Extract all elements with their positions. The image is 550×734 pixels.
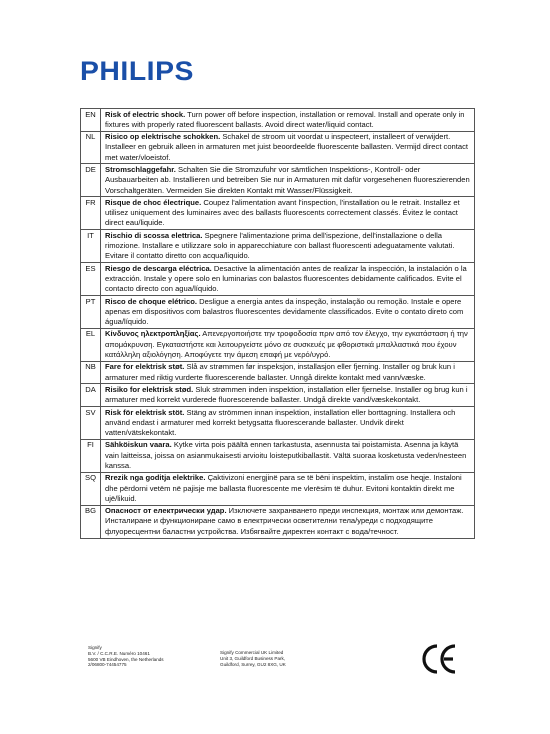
warning-body: Schalten Sie die Stromzufuhr vor sämtlichen Inspektions-, Kontroll- oder Ausbauarbeiten ab. Installieren und betreiben Sie nur in Armaturen mit dafür vorgesehenen fluoreszierenden Vorschaltgeräten. Vermeiden Sie direkten Kontakt mit Wasser/Flüssigkeit. xyxy=(105,164,470,195)
warning-row-nb xyxy=(81,361,475,384)
warning-title: Risk of electric shock. xyxy=(105,109,186,119)
warning-body: Coupez l'alimentation avant l'inspection, l'installation ou le retrait. Installez et utilisez uniquement des luminaires avec des ballasts fluorescents correctement classés. Évitez le contact direct eau/liquide. xyxy=(105,197,460,228)
warning-title: Rischio di scossa elettrica. xyxy=(105,230,203,240)
language-code: DE xyxy=(81,164,101,197)
warning-title: Κίνδυνος ηλεκτροπληξίας. xyxy=(105,329,201,339)
warning-title: Опасност от електрически удар. xyxy=(105,506,227,516)
warning-text xyxy=(101,384,475,407)
philips-logo: PHILIPS xyxy=(80,56,194,86)
language-code: FR xyxy=(81,197,101,230)
warning-title: Stromschlaggefahr. xyxy=(105,164,176,174)
warning-body: Turn power off before inspection, installation or removal. Install and operate only in fixtures with properly rated fluorescent ballasts. Avoid direct water/liquid contact. xyxy=(105,109,465,129)
warning-text xyxy=(101,164,475,197)
language-code: SV xyxy=(81,407,101,440)
warning-row-fr xyxy=(81,197,475,230)
warning-row-de xyxy=(81,164,475,197)
warning-text xyxy=(101,197,475,230)
warning-body: Stäng av strömmen innan inspektion, installation eller borttagning. Installera och använd endast i armaturer med korrekt betygsatta fluorescerande ballaster. Undvik direkt vatten/vätskekontakt. xyxy=(105,407,456,438)
warning-body: Desactive la alimentación antes de realizar la inspección, la instalación o la extracción. Instale y opere solo en luminarias con balastos fluorescentes debidamente calificados. Evite el contacto directo con agua/líquido. xyxy=(105,263,467,294)
warning-text xyxy=(101,439,475,472)
warning-row-fi xyxy=(81,439,475,472)
language-code: DA xyxy=(81,384,101,407)
language-code: EN xyxy=(81,109,101,132)
language-code: BG xyxy=(81,505,101,538)
warning-row-nl xyxy=(81,131,475,164)
warning-row-es xyxy=(81,263,475,296)
footer-line: Signify Commercial UK Limited xyxy=(220,650,284,655)
warning-text xyxy=(101,361,475,384)
language-code: IT xyxy=(81,230,101,263)
warning-body: Çaktivizoni energjinë para se të bëni inspektim, instalim ose heqje. Instaloni dhe përdorni vetëm në pajisje me ballasta fluorescente me vlerësim të duhur. Evitoni kontaktin direkt me ujë/likuid. xyxy=(105,473,462,503)
warning-body: Απενεργοποιήστε την τροφοδοσία πριν από τον έλεγχο, την εγκατάσταση ή την απομάκρυνση. Εγκαταστήστε και λειτουργείστε μόνο σε συσκευές με φθοριστικά μπαλλαστικά που έχουν κατάλληλη αξιολόγηση. Αποφύγετε την άμεση επαφή με νερό/υγρό. xyxy=(105,329,468,360)
warning-row-da xyxy=(81,384,475,407)
language-code: SQ xyxy=(81,472,101,505)
footer-address-right xyxy=(220,650,286,667)
language-code: NB xyxy=(81,361,101,384)
warning-title: Rrezik nga goditja elektrike. xyxy=(105,473,206,483)
warning-body: Изключете захранването преди инспекция, монтаж или демонтаж. Инсталиране и функциониране само в електрически осветителни тела/уреди с подходящите флуоресцентни баластни устройства. Избягвайте директен контакт с вода/течност. xyxy=(105,506,464,536)
warning-body: Schakel de stroom uit voordat u inspecteert, installeert of verwijdert. Installeer en gebruik alleen in armaturen met juist beoordeelde fluorescente ballasten. Vermijd direct contact met water/vloeistof. xyxy=(105,132,469,162)
warning-title: Sähköiskun vaara. xyxy=(105,440,172,450)
warning-text xyxy=(101,328,475,361)
footer-line: Guildford, Surrey, GU2 8XG, UK xyxy=(220,661,286,667)
warning-body: Spegnere l'alimentazione prima dell'ispezione, dell'installazione o della rimozione. Installare e utilizzare solo in apparecchiature con ballast fluorescenti adeguatamente valutati. Evitare il contatto diretto con acqua/liquido. xyxy=(105,230,455,261)
language-code: ES xyxy=(81,263,101,296)
warning-title: Risico op elektrische schokken. xyxy=(105,132,221,142)
footer-line: 2/06800-74454775 xyxy=(88,662,127,668)
warning-row-pt xyxy=(81,296,475,329)
footer-address-left xyxy=(88,645,164,668)
footer-line: B.V. / C.C.R.E. Numéro 10461 xyxy=(88,650,150,656)
warning-text xyxy=(101,230,475,263)
warning-body: Sluk strømmen inden inspektion, installation eller fjernelse. Installer og brug kun i armaturer med korrekt vurderede fluorescerende ballaster. Undgå direkte vand/væskekontakt. xyxy=(105,384,468,405)
warning-text xyxy=(101,109,475,132)
language-code: NL xyxy=(81,131,101,164)
ce-mark-icon xyxy=(420,640,458,678)
language-code: EL xyxy=(81,328,101,361)
language-code: PT xyxy=(81,296,101,329)
warning-row-el xyxy=(81,328,475,361)
warning-text xyxy=(101,263,475,296)
footer-line: Unit 3, Guildford Business Park, xyxy=(220,655,286,661)
warning-text xyxy=(101,131,475,164)
warning-text xyxy=(101,407,475,440)
language-code: FI xyxy=(81,439,101,472)
warning-row-en xyxy=(81,109,475,132)
warning-title: Riesgo de descarga eléctrica. xyxy=(105,263,212,273)
warning-title: Risco de choque elétrico. xyxy=(105,296,197,306)
warning-body: Desligue a energia antes da inspeção, instalação ou remoção. Instale e opere apenas em dispositivos com balastros fluorescentes devidamente classificados. Evite o contato direto com água/líquido. xyxy=(105,296,464,327)
footer-line: Signify xyxy=(88,645,102,650)
safety-warning-table xyxy=(80,108,475,539)
warning-row-sq xyxy=(81,472,475,505)
warning-text xyxy=(101,472,475,505)
warning-title: Risk för elektrisk stöt. xyxy=(105,407,185,417)
warning-body: Slå av strømmen før inspeksjon, installasjon eller fjerning. Installer og bruk kun i armaturer med riktig vurderte fluorescerende ballaster. Unngå direkte kontakt med vann/væske. xyxy=(105,362,455,382)
warning-title: Risque de choc électrique. xyxy=(105,197,202,207)
warning-text xyxy=(101,296,475,329)
warning-title: Risiko for elektrisk stød. xyxy=(105,384,194,394)
footer-line: 5600 VB Eindhoven, the Netherlands xyxy=(88,656,164,662)
warning-row-bg xyxy=(81,505,475,538)
warning-row-it xyxy=(81,230,475,263)
warning-body: Kytke virta pois päältä ennen tarkastusta, asennusta tai poistamista. Asenna ja käytä vain laitteissa, joissa on asianmukaisesti arvioitu loisteputkiballastit. Vältä suoraa kosketusta veden/nesteen kanssa. xyxy=(105,440,467,470)
warning-title: Fare for elektrisk støt. xyxy=(105,362,185,372)
warning-text xyxy=(101,505,475,538)
warning-row-sv xyxy=(81,407,475,440)
